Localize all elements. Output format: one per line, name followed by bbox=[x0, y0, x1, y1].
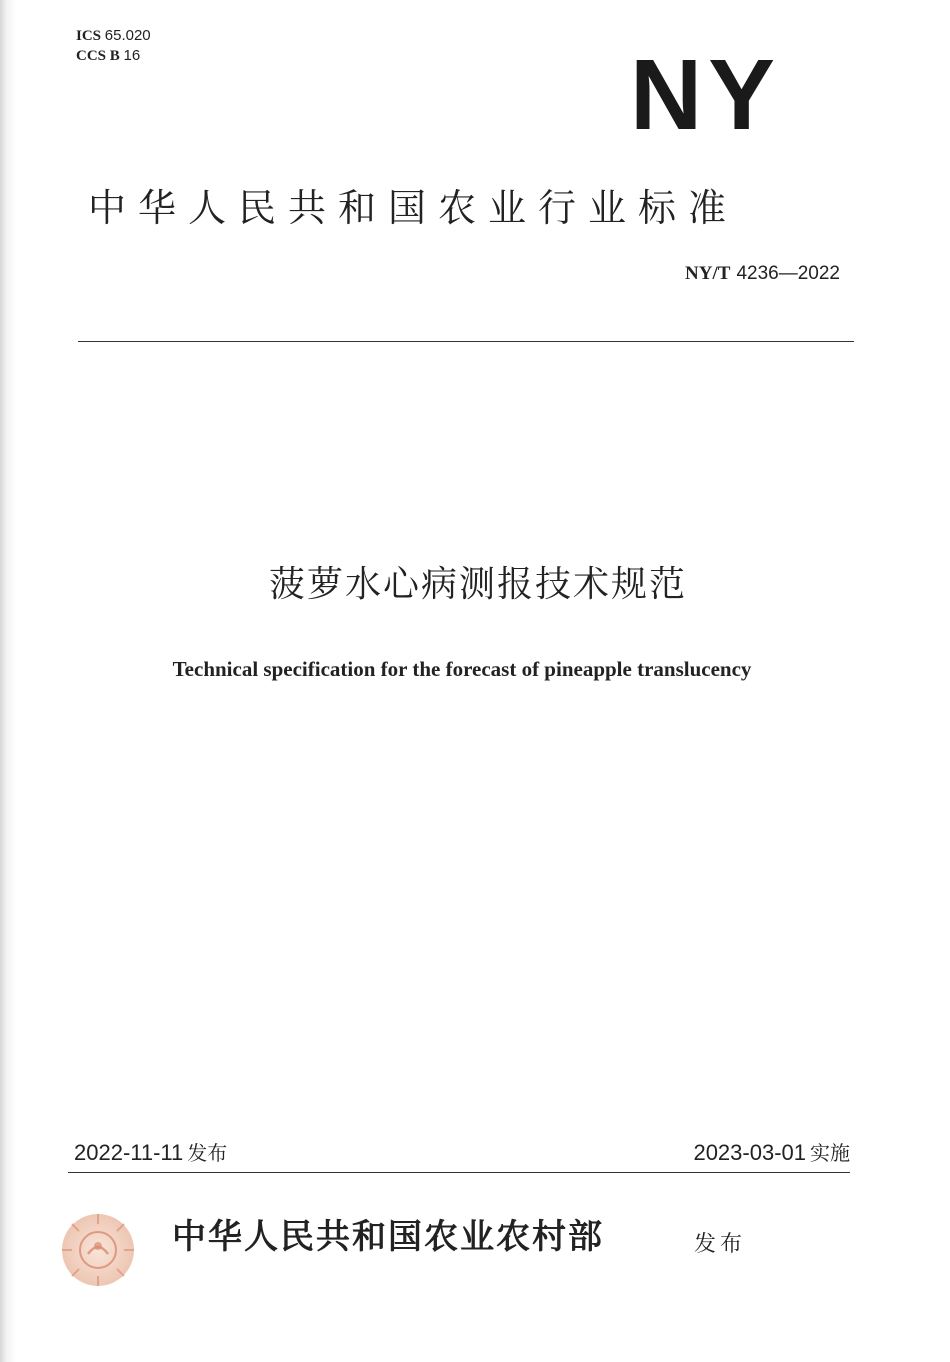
issue-date: 2022-11-11 bbox=[74, 1140, 184, 1165]
classification-codes bbox=[76, 26, 151, 66]
implement-label: 实施 bbox=[810, 1141, 850, 1165]
standard-number-code: 4236—2022 bbox=[736, 263, 840, 284]
top-divider bbox=[78, 341, 854, 342]
publisher-name: 中华人民共和国农业农村部 bbox=[172, 1217, 604, 1257]
ccs-code: 16 bbox=[123, 47, 141, 64]
ics-label: ICS bbox=[76, 28, 102, 44]
standard-category-title: 中华人民共和国农业行业标准 bbox=[88, 186, 739, 230]
ccs-line bbox=[76, 46, 151, 66]
implement-date-line bbox=[693, 1138, 850, 1168]
issue-label: 发布 bbox=[187, 1141, 228, 1165]
ics-line bbox=[76, 26, 151, 46]
implement-date: 2023-03-01 bbox=[693, 1140, 806, 1165]
ny-logo: NY bbox=[630, 39, 781, 151]
ccs-label: CCS B bbox=[76, 48, 120, 64]
ministry-emblem-icon bbox=[58, 1210, 138, 1290]
bottom-divider bbox=[68, 1172, 850, 1173]
standard-number bbox=[685, 262, 840, 285]
standard-number-prefix: NY/T bbox=[685, 263, 731, 284]
issue-date-line bbox=[74, 1138, 227, 1168]
document-title-en: Technical specification for the forecast of pineapple translucency bbox=[172, 657, 752, 681]
publish-label: 发布 bbox=[694, 1232, 747, 1257]
document-title-cn: 菠萝水心病测报技术规范 bbox=[268, 564, 687, 605]
ics-code: 65.020 bbox=[104, 27, 151, 44]
